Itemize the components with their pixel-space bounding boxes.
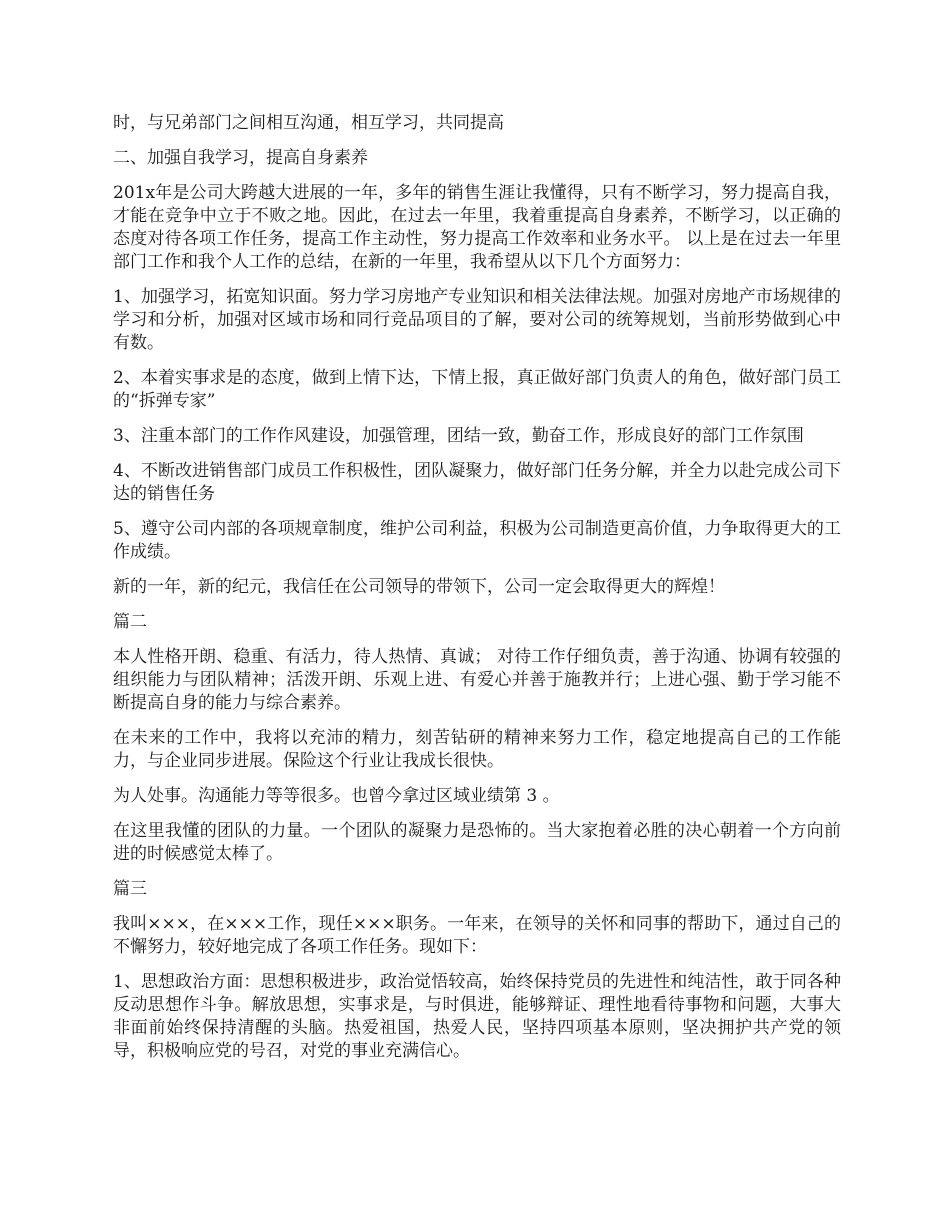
list-item-4: 4、不断改进销售部门成员工作积极性，团队凝聚力，做好部门任务分解，并全力以赴完成公司下达的销售任务	[113, 461, 841, 504]
list-item-5: 5、遵守公司内部的各项规章制度，维护公司利益，积极为公司制造更高价值，力争取得更大的工作成绩。	[113, 519, 841, 562]
paragraph-closing: 新的一年，新的纪元，我信任在公司领导的带领下，公司一定会取得更大的辉煌！	[113, 577, 725, 597]
paragraph-annual-summary: 201x年是公司大跨越大进展的一年，多年的销售生涯让我懂得，只有不断学习，努力提高自我，才能在竞争中立于不败之地。因此，在过去一年里，我着重提高自身素养，不断学习，以正确的态度对待各项工作任务，提高工作主动性，努力提高工作效率和业务水平。 以上是在过去一年里部门工作和我个人工作的总结，在新的一年里，我希望从以下几个方面努力：	[113, 183, 841, 272]
list-item-1: 1、加强学习，拓宽知识面。努力学习房地产专业知识和相关法律法规。加强对房地产市场规律的学习和分析，加强对区域市场和同行竞品项目的了解，要对公司的统筹规划，当前形势做到心中有数。	[113, 287, 841, 353]
paragraph-personality: 本人性格开朗、稳重、有活力，待人热情、真诚； 对待工作仔细负责，善于沟通、协调有较强的组织能力与团队精神；活泼开朗、乐观上进、有爱心并善于施教并行；上进心强、勤于学习能不断提高自身的能力与综合素养。	[113, 647, 841, 713]
paragraph-future-work: 在未来的工作中，我将以充沛的精力，刻苦钻研的精神来努力工作，稳定地提高自己的工作能力，与企业同步进展。保险这个行业让我成长很快。	[113, 728, 841, 771]
section-heading-self-study: 二、加强自我学习，提高自身素养	[113, 148, 368, 168]
paragraph-introduction: 我叫×××，在×××工作，现任×××职务。一年来，在领导的关怀和同事的帮助下，通过自己的不懈努力，较好地完成了各项工作任务。现如下：	[113, 914, 841, 957]
list-item-political: 1、思想政治方面：思想积极进步，政治觉悟较高，始终保持党员的先进性和纯洁性，敢于同各种反动思想作斗争。解放思想，实事求是，与时俱进，能够辩证、理性地看待事物和问题，大事大非面前始终保持清醒的头脑。热爱祖国，热爱人民，坚持四项基本原则，坚决拥护共产党的领导，积极响应党的号召，对党的事业充满信心。	[113, 972, 841, 1061]
document-body	[113, 112, 841, 1075]
paragraph-continuation: 时，与兄弟部门之间相互沟通，相互学习，共同提高	[113, 113, 504, 133]
list-item-3: 3、注重本部门的工作作风建设，加强管理，团结一致，勤奋工作，形成良好的部门工作氛围	[113, 426, 804, 446]
list-item-2: 2、本着实事求是的态度，做到上情下达，下情上报，真正做好部门负责人的角色，做好部门员工的“拆弹专家”	[113, 368, 841, 411]
paragraph-conduct: 为人处事。沟通能力等等很多。也曾今拿过区域业绩第 3 。	[113, 786, 560, 806]
paragraph-team: 在这里我懂的团队的力量。一个团队的凝聚力是恐怖的。当大家抱着必胜的决心朝着一个方向前进的时候感觉太棒了。	[113, 821, 841, 864]
section-title-part-3: 篇三	[113, 879, 147, 899]
section-title-part-2: 篇二	[113, 612, 147, 632]
